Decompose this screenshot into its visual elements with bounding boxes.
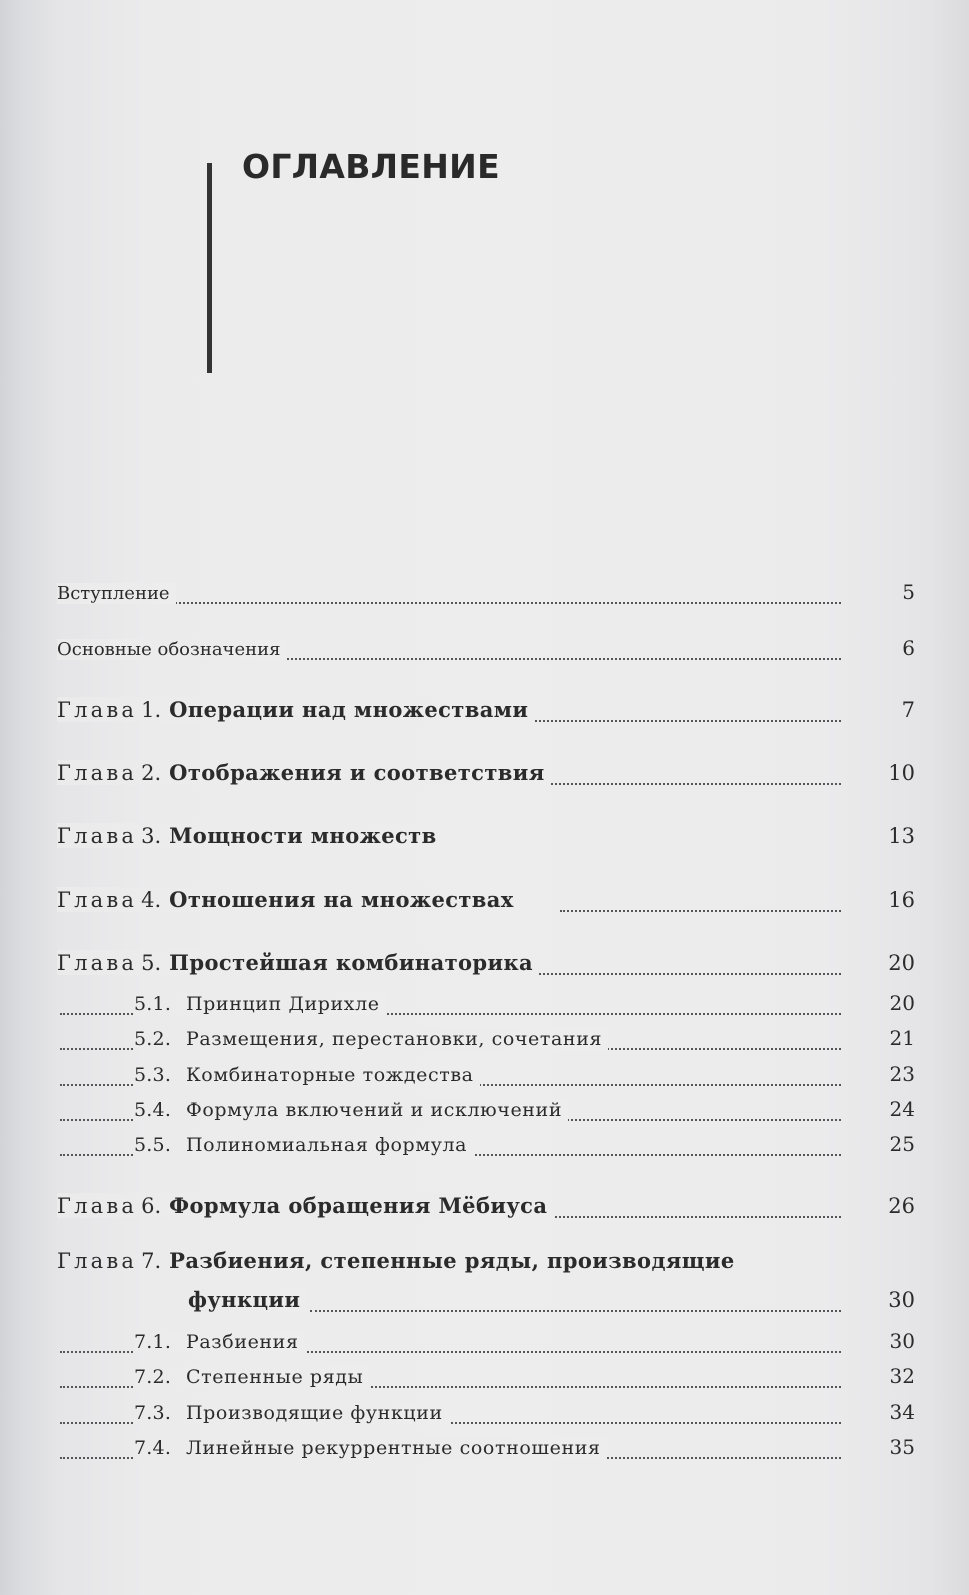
toc-chapter-1 (0, 688, 969, 728)
section-title: Комбинаторные тождества (186, 1064, 474, 1086)
chapter-label: Глава (57, 761, 138, 785)
section-number: 5.4. (134, 1099, 172, 1121)
entry-page: 26 (888, 1194, 915, 1218)
section-heading (134, 1099, 568, 1121)
section-number: 5.3. (134, 1064, 172, 1086)
toc-chapter-2 (0, 751, 969, 791)
entry-page: 20 (888, 951, 915, 975)
toc-section-7-2 (0, 1354, 969, 1394)
chapter-7-heading-line-1 (57, 1248, 735, 1273)
chapter-heading (57, 887, 520, 912)
chapter-title-continued (188, 1287, 306, 1312)
toc-section-5-5 (0, 1122, 969, 1162)
section-title: Степенные ряды (186, 1366, 364, 1388)
section-heading (134, 993, 386, 1015)
chapter-number: 5. (141, 951, 162, 975)
toc-section-7-1 (0, 1319, 969, 1359)
section-heading (134, 1064, 480, 1086)
section-title: Размещения, перестановки, сочетания (186, 1028, 603, 1050)
chapter-number: 1. (141, 698, 162, 722)
chapter-title: Простейшая комбинаторика (169, 950, 534, 975)
section-title: Разбиения (186, 1331, 299, 1353)
chapter-title: функции (188, 1287, 301, 1312)
section-number: 7.3. (134, 1402, 172, 1424)
section-number: 5.5. (134, 1134, 172, 1156)
entry-page: 34 (889, 1400, 915, 1424)
section-heading (134, 1028, 608, 1050)
toc-section-7-4 (0, 1425, 969, 1465)
chapter-title: Мощности множеств (169, 823, 437, 848)
entry-page: 7 (901, 698, 915, 722)
entry-page: 6 (902, 636, 915, 660)
chapter-label: Глава (57, 698, 138, 722)
entry-title: Вступление (57, 583, 176, 604)
entry-page: 13 (888, 824, 915, 848)
section-title: Полиномиальная формула (186, 1134, 468, 1156)
chapter-label: Глава (57, 888, 138, 912)
chapter-heading (57, 823, 443, 848)
entry-page: 16 (888, 888, 915, 912)
title-rule (207, 163, 212, 373)
toc-chapter-4 (0, 878, 969, 918)
entry-page: 35 (889, 1435, 915, 1459)
chapter-label: Глава (57, 824, 138, 848)
toc-chapter-3 (0, 814, 969, 854)
toc-section-5-4 (0, 1087, 969, 1127)
section-number: 5.1. (134, 993, 172, 1015)
section-title: Производящие функции (186, 1402, 443, 1424)
toc-section-5-2 (0, 1016, 969, 1056)
page-title: ОГЛАВЛЕНИЕ (242, 147, 500, 186)
chapter-number: 2. (141, 761, 162, 785)
chapter-heading (57, 950, 539, 975)
chapter-title: Операции над множествами (169, 697, 529, 722)
chapter-label: Глава (57, 951, 138, 975)
chapter-number: 3. (141, 824, 162, 848)
entry-page: 30 (889, 1329, 915, 1353)
entry-page: 23 (889, 1062, 915, 1086)
section-heading (134, 1437, 607, 1459)
toc-chapter-6 (0, 1184, 969, 1224)
section-title: Линейные рекуррентные соотношения (186, 1437, 601, 1459)
chapter-heading (57, 760, 551, 785)
section-title: Формула включений и исключений (186, 1099, 563, 1121)
entry-page: 10 (888, 761, 915, 785)
chapter-label: Глава (57, 1194, 138, 1218)
toc-entry-notation (0, 626, 969, 666)
chapter-label: Глава (57, 1249, 138, 1273)
toc-section-7-3 (0, 1390, 969, 1430)
section-heading (134, 1366, 369, 1388)
toc-entry-intro (0, 570, 969, 610)
section-number: 7.1. (134, 1331, 172, 1353)
chapter-title: Разбиения, степенные ряды, производящие (169, 1248, 735, 1273)
entry-page: 21 (889, 1026, 915, 1050)
leader-dots (560, 906, 841, 912)
chapter-title: Формула обращения Мёбиуса (169, 1193, 548, 1218)
entry-page: 25 (889, 1132, 915, 1156)
toc-section-5-1 (0, 981, 969, 1021)
entry-page: 32 (889, 1364, 915, 1388)
entry-page: 5 (902, 580, 915, 604)
toc-section-5-3 (0, 1052, 969, 1092)
toc-chapter-7 (0, 1278, 969, 1318)
chapter-title: Отношения на множествах (169, 887, 514, 912)
entry-page: 30 (888, 1288, 915, 1312)
section-title: Принцип Дирихле (186, 993, 380, 1015)
section-heading (134, 1134, 473, 1156)
chapter-title: Отображения и соответствия (169, 760, 545, 785)
entry-title: Основные обозначения (57, 639, 286, 660)
entry-page: 24 (889, 1097, 915, 1121)
section-number: 7.4. (134, 1437, 172, 1459)
chapter-heading (57, 1193, 553, 1218)
section-heading (134, 1402, 449, 1424)
entry-page: 20 (889, 991, 915, 1015)
chapter-heading (57, 697, 534, 722)
toc-chapter-5 (0, 941, 969, 981)
leader-dots (310, 1306, 841, 1312)
section-number: 5.2. (134, 1028, 172, 1050)
chapter-number: 4. (141, 888, 162, 912)
leader-dots (60, 598, 841, 604)
section-heading (134, 1331, 305, 1353)
section-number: 7.2. (134, 1366, 172, 1388)
chapter-number: 7. (141, 1249, 162, 1273)
chapter-number: 6. (141, 1194, 162, 1218)
